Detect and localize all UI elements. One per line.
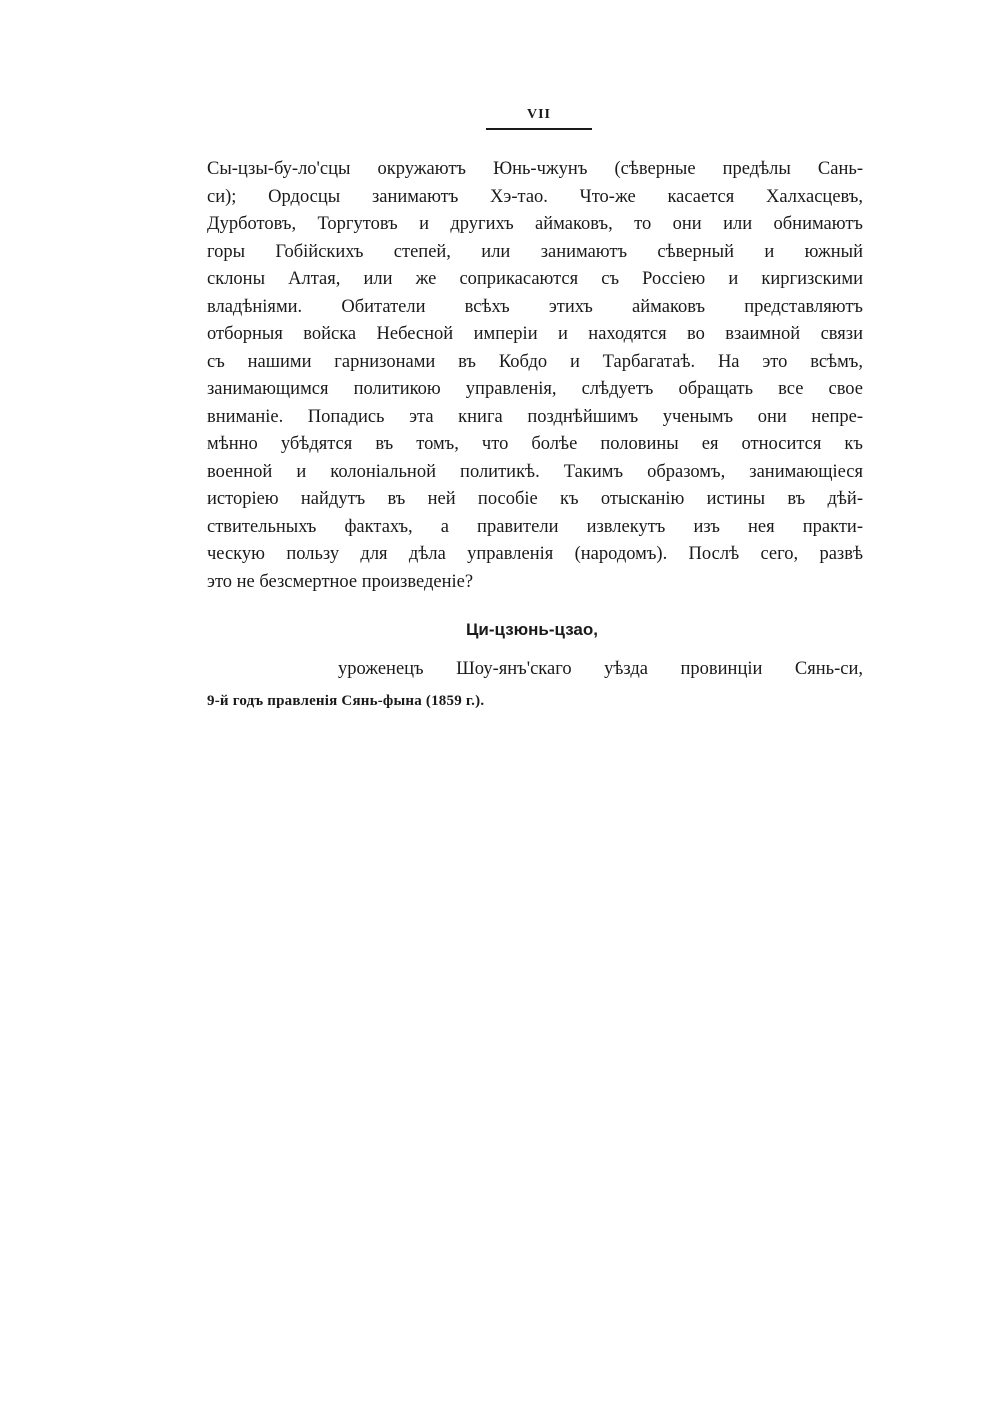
text-line: Дурботовъ, Торгутовъ и другихъ аймаковъ, то они или обнимаютъ	[207, 214, 863, 234]
text-line: мѣнно убѣдятся въ томъ, что болѣе половины ея относится къ	[207, 434, 863, 454]
text-line: вниманіе. Попадись эта книга позднѣйшимъ ученымъ они непре-	[207, 406, 863, 427]
text-line: это не безсмертное произведеніе?	[207, 571, 474, 592]
text-line: владѣніями. Обитатели всѣхъ этихъ аймаковъ представляютъ	[207, 296, 863, 317]
text-line: Сы-цзы-бу-ло'сцы окружаютъ Юнь-чжунъ (сѣверные предѣлы Сань-	[207, 159, 863, 179]
signature-origin: уроженецъ Шоу-янъ'скаго уѣзда провинціи Сянь-си,	[338, 659, 863, 679]
body-paragraph	[207, 156, 863, 596]
page-number: VII	[526, 107, 551, 122]
text-line: съ нашими гарнизонами въ Кобдо и Тарбагатаѣ. На это всѣмъ,	[207, 351, 863, 372]
signature-date: 9-й годъ правленія Сянь-фына (1859 г.).	[207, 693, 485, 709]
signature-name: Ци-цзюнь-цзао,	[466, 620, 598, 639]
text-line: отборныя войска Небесной имперіи и находятся во взаимной связи	[207, 324, 863, 344]
page-number-rule	[486, 128, 592, 130]
text-line: занимающимся политикою управленія, слѣдуетъ обращать все свое	[207, 379, 863, 399]
text-line: военной и колоніальной политикѣ. Такимъ образомъ, занимающіеся	[207, 461, 863, 482]
text-line: ствительныхъ фактахъ, а правители извлекутъ изъ нея практи-	[207, 516, 863, 537]
text-line: склоны Алтая, или же соприкасаются съ Россіею и киргизскими	[207, 269, 863, 289]
text-line: исторіею найдутъ въ ней пособіе къ отысканію истины въ дѣй-	[207, 489, 863, 509]
text-line: си); Ордосцы занимаютъ Хэ-тао. Что-же касается Халхасцевъ,	[207, 186, 863, 207]
text-line: ческую пользу для дѣла управленія (народомъ). Послѣ сего, развѣ	[207, 544, 863, 564]
text-line: горы Гобійскихъ степей, или занимаютъ сѣверный и южный	[207, 241, 863, 262]
